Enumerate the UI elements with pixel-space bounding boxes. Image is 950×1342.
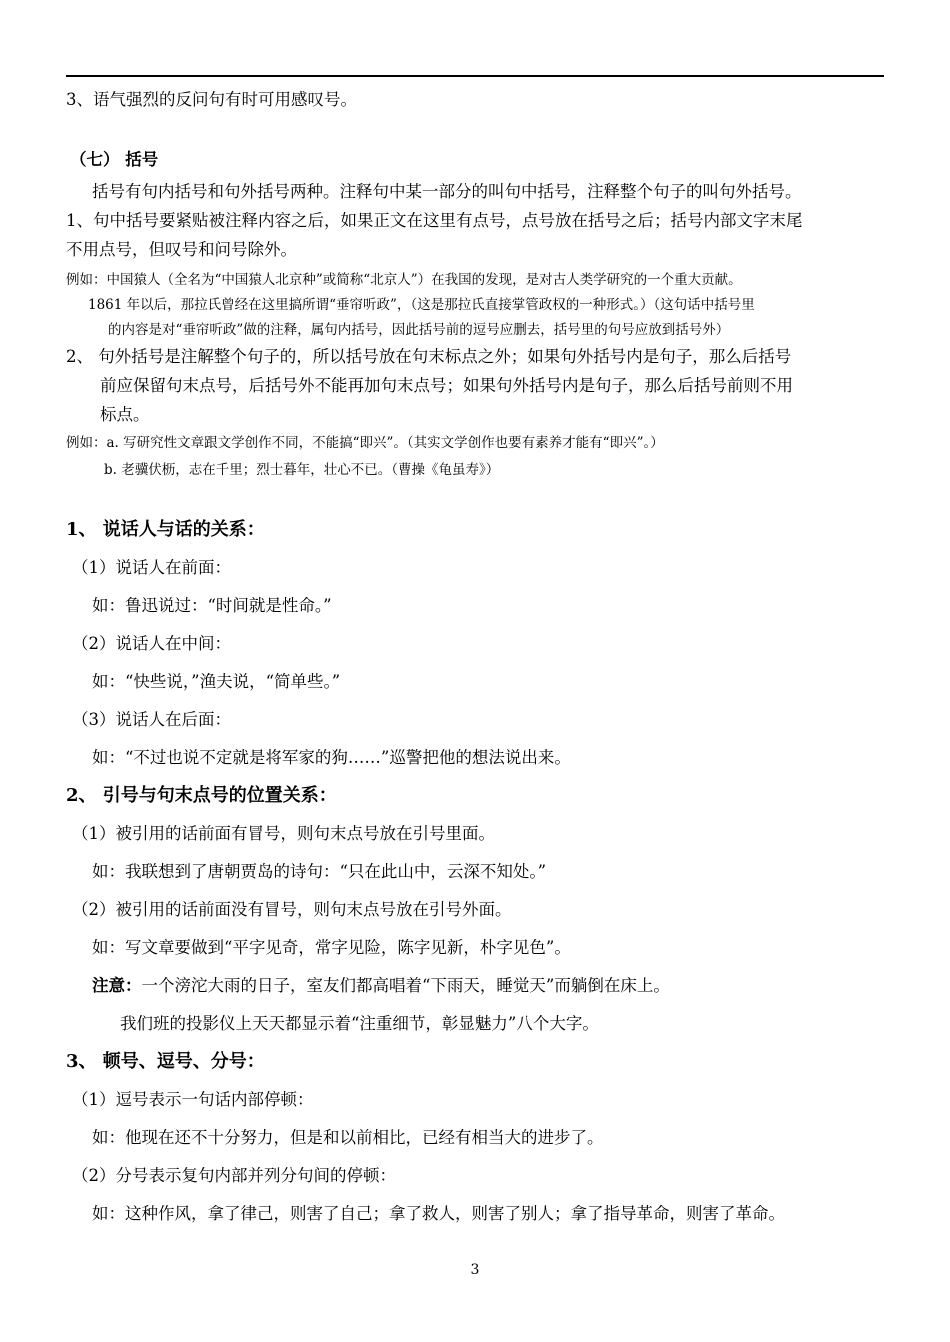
comma-example: 如：他现在还不十分努力，但是和以前相比，已经有相当大的进步了。: [92, 1128, 604, 1147]
speaker-middle-label: （2）说话人在中间：: [72, 634, 231, 653]
heading-quote-position: 2、 引号与句末点号的位置关系：: [66, 785, 337, 806]
heading-speaker-relation: 1、 说话人与话的关系：: [66, 519, 265, 540]
quote-nocolon-example: 如：写文章要做到“平字见奇，常字见险，陈字见新，朴字见色”。: [92, 938, 571, 957]
note-label: 注意：: [92, 976, 142, 995]
bracket-example-1-line3: 的内容是对“垂帘听政”做的注释，属句内括号，因此括号前的逗号应删去，括号里的句号应放到括号外）: [108, 322, 730, 338]
page-number: 3: [470, 1262, 480, 1278]
comma-label: （1）逗号表示一句话内部停顿：: [72, 1090, 314, 1109]
bracket-rule-2-line3: 标点。: [100, 405, 150, 424]
exclamation-rule-3: 3、语气强烈的反问句有时可用感叹号。: [66, 90, 357, 109]
semicolon-example: 如：这种作风，拿了律己，则害了自己；拿了救人，则害了别人；拿了指导革命，则害了革命。: [92, 1204, 785, 1223]
bracket-example-2-line1: 例如：a. 写研究性文章跟文学创作不同，不能搞“即兴”。（其实文学创作也要有素养才能有“即兴”。）: [66, 435, 664, 451]
bracket-example-2-line2: b. 老骥伏枥，志在千里；烈士暮年，壮心不已。（曹操《龟虽寿》）: [104, 462, 500, 478]
speaker-middle-example: 如：“快些说，”渔夫说，“简单些。”: [92, 672, 341, 691]
speaker-front-example: 如：鲁迅说过：“时间就是性命。”: [92, 596, 332, 615]
quote-note-line2: 我们班的投影仪上天天都显示着“注重细节，彰显魅力”八个大字。: [120, 1014, 599, 1033]
note-text: 一个滂沱大雨的日子，室友们都高唱着“下雨天，睡觉天”而躺倒在床上。: [141, 976, 670, 995]
header-rule: [66, 75, 884, 77]
bracket-example-1-line1: 例如：中国猿人（全名为“中国猿人北京种”或简称“北京人”）在我国的发现，是对古人类学研究的一个重大贡献。: [66, 272, 742, 288]
speaker-back-example: 如：“不过也说不定就是将军家的狗……”巡警把他的想法说出来。: [92, 748, 571, 767]
quote-colon-example: 如：我联想到了唐朝贾岛的诗句：“只在此山中，云深不知处。”: [92, 862, 547, 881]
bracket-rule-1-line2: 不用点号，但叹号和问号除外。: [66, 240, 297, 259]
semicolon-label: （2）分号表示复句内部并列分句间的停顿：: [72, 1166, 396, 1185]
bracket-rule-2-line2: 前应保留句末点号，后括号外不能再加句末点号；如果句外括号内是句子，那么后括号前则不用: [100, 376, 793, 395]
speaker-front-label: （1）说话人在前面：: [72, 558, 231, 577]
quote-nocolon-label: （2）被引用的话前面没有冒号，则句末点号放在引号外面。: [72, 900, 512, 919]
bracket-rule-1-line1: 1、句中括号要紧贴被注释内容之后，如果正文在这里有点号，点号放在括号之后；括号内部文字末尾: [66, 211, 803, 230]
heading-comma-semicolon: 3、 顿号、逗号、分号：: [66, 1051, 265, 1072]
brackets-intro: 括号有句内括号和句外括号两种。注释句中某一部分的叫句中括号，注释整个句子的叫句外括号。: [92, 182, 802, 201]
section-heading-brackets: （七） 括号: [70, 150, 159, 169]
quote-colon-label: （1）被引用的话前面有冒号，则句末点号放在引号里面。: [72, 824, 495, 843]
speaker-back-label: （3）说话人在后面：: [72, 710, 231, 729]
bracket-example-1-line2: 1861 年以后，那拉氏曾经在这里搞所谓“垂帘听政”，（这是那拉氏直接掌管政权的一种形式。）（这句话中括号里: [88, 297, 755, 313]
quote-note-line1: [92, 976, 670, 996]
bracket-rule-2-line1: 2、 句外括号是注解整个句子的，所以括号放在句末标点之外；如果句外括号内是句子，那么后括号: [66, 347, 792, 366]
